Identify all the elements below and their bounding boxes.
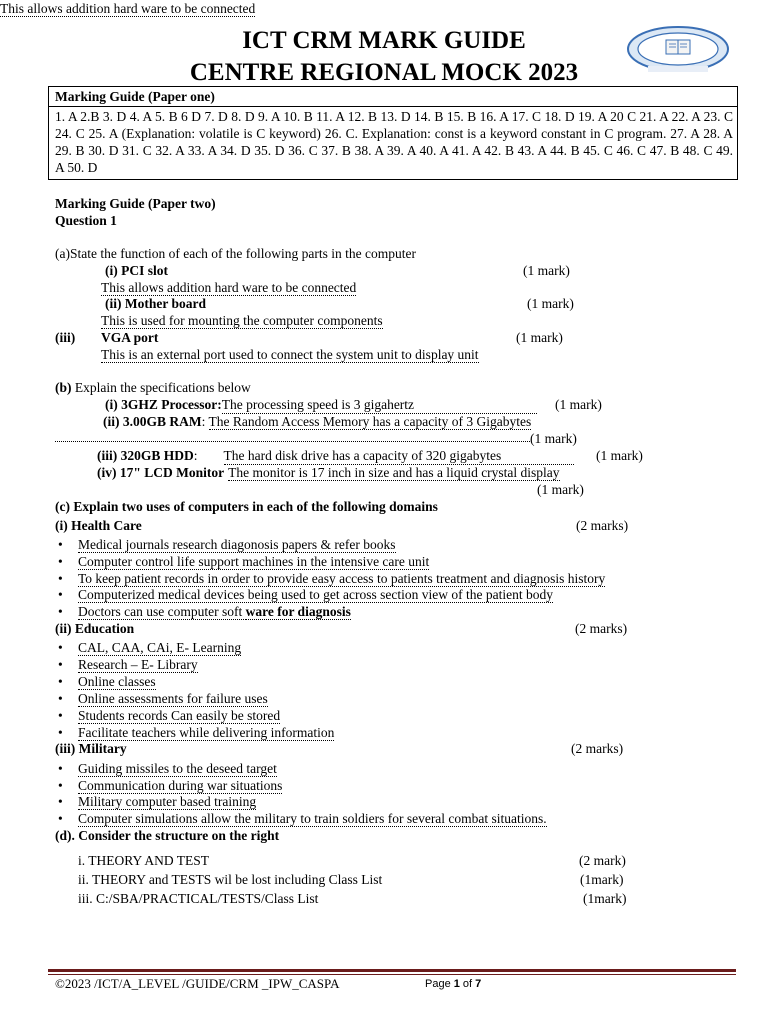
list-item: • Guiding missiles to the deseed target [58,761,277,776]
military-label: (iii) Military [55,741,127,756]
part-d-item-text: i. THEORY AND TEST [78,853,210,868]
part-a-i-mark: (1 mark) [523,263,570,278]
education-mark: (2 marks) [575,621,628,636]
part-b-iii-label: (iii) 320GB HDD [97,448,194,463]
question-heading: Question 1 [55,213,117,228]
list-item: • Online classes [58,674,156,689]
paper-one-answers: 1. A 2.B 3. D 4. A 5. B 6 D 7. D 8. D 9. A 10. B 11. A 12. B 13. D 14. B 15. B 16. A 17. C 18. D 19. A 20 C 21. A 22. A 23. C 24. C 25. A (Explanation: volatile is C keyword) 26. C. Explanation: const is a keyword constant in C program. 27. A 28. A 29. B 30. D 31. C 32. A 33. A 34. D 35. D 36. C 37. B 38. A 39. A 40. A 41. A 42. B 43. A 44. B 45. C 46. C 47. B 48. C 49. A 50. D [55,109,733,175]
part-a-i-label: (i) PCI slot [105,263,168,278]
list-item: • Computerized medical devices being used to get across section view of the patient body [58,587,553,602]
footer-rule [48,969,736,972]
school-logo [626,26,730,76]
list-item: • Communication during war situations [58,778,283,793]
part-b-iii-colon: : [193,448,198,463]
part-b-ii-mark: (1 mark) [530,431,577,446]
paper-one-heading: Marking Guide (Paper one) [49,87,737,107]
document-title-line2: CENTRE REGIONAL MOCK 2023 [189,59,579,86]
footer-rule-thin [48,974,736,975]
list-item: • Students records Can easily be stored [58,708,281,723]
part-b-i-label: (i) 3GHZ Processor: [105,397,222,412]
part-d-item-mark: (1mark) [583,891,627,906]
page-number: Page 1 of 7 [425,978,482,990]
list-item: • CAL, CAA, CAi, E- Learning [58,640,242,655]
list-item: • Computer simulations allow the military to train soldiers for several combat situations. [58,811,547,826]
military-mark: (2 marks) [571,741,624,756]
part-b-intro: Explain the specifications below [71,380,251,395]
part-a-iii-answer: This is an external port used to connect the system unit to display unit [101,347,479,362]
part-b-iv-label: (iv) 17" LCD Monitor [97,465,225,480]
list-item: • Computer control life support machines in the intensive care unit [58,554,430,569]
part-a-i-answer-text: This allows addition hard ware to be connected [101,280,357,295]
part-c-heading: (c) Explain two uses of computers in each of the following domains [55,499,438,514]
list-item: • Doctors can use computer soft ware for diagnosis [58,604,351,619]
list-item: • Facilitate teachers while delivering information [58,725,335,740]
part-b-ii-dotted-fill [55,441,530,442]
part-d-item-text: iii. C:/SBA/PRACTICAL/TESTS/Class List [78,891,319,906]
part-b-iii-mark: (1 mark) [596,448,643,463]
list-item: • Medical journals research diagonosis papers & refer books [58,537,396,552]
paper-one-box [48,86,738,180]
part-a-iii-num: (iii) [55,330,76,345]
paper-two-heading: Marking Guide (Paper two) [55,196,216,211]
part-b-i-mark: (1 mark) [555,397,602,412]
part-d-item-text: ii. THEORY and TESTS wil be lost including Class List [78,872,383,887]
document-title-line1: ICT CRM MARK GUIDE [242,27,526,54]
part-b-iii-answer: The hard disk drive has a capacity of 320 gigabytes [224,447,574,465]
part-a-iii-mark: (1 mark) [516,330,563,345]
list-item: • Research – E- Library [58,657,198,672]
list-item: • To keep patient records in order to provide easy access to patients treatment and diagnosis history [58,571,606,586]
part-d-item-mark: (1mark) [580,872,624,887]
part-a-ii-label: (ii) Mother board [105,296,206,311]
list-item: • Online assessments for failure uses [58,691,268,706]
part-b-iv-mark: (1 mark) [537,482,584,497]
part-b-iv-answer: The monitor is 17 inch in size and has a liquid crystal display [228,465,560,480]
part-b-ii-label: (ii) 3.00GB RAM [103,414,202,429]
part-b-label: (b) [55,380,72,395]
health-care-label: (i) Health Care [55,518,142,533]
part-b-ii-colon: : [201,414,209,429]
part-a-iii-label: VGA port [101,330,159,345]
footer-text: ©2023 /ICT/A_LEVEL /GUIDE/CRM _IPW_CASPA [55,976,340,991]
health-care-mark: (2 marks) [576,518,629,533]
part-a-intro: (a)State the function of each of the following parts in the computer [55,246,417,261]
part-a-ii-answer: This is used for mounting the computer components [101,313,383,328]
education-label: (ii) Education [55,621,135,636]
part-a-i-answer: This allows addition hard ware to be connected [0,1,256,16]
part-d-item-mark: (2 mark) [579,853,626,868]
part-a-ii-mark: (1 mark) [527,296,574,311]
list-item: • Military computer based training [58,794,257,809]
part-b-i-answer: The processing speed is 3 gigahertz [222,396,537,414]
part-b-ii-answer: The Random Access Memory has a capacity of 3 Gigabytes [208,414,532,429]
part-d-heading: (d). Consider the structure on the right [55,828,280,843]
